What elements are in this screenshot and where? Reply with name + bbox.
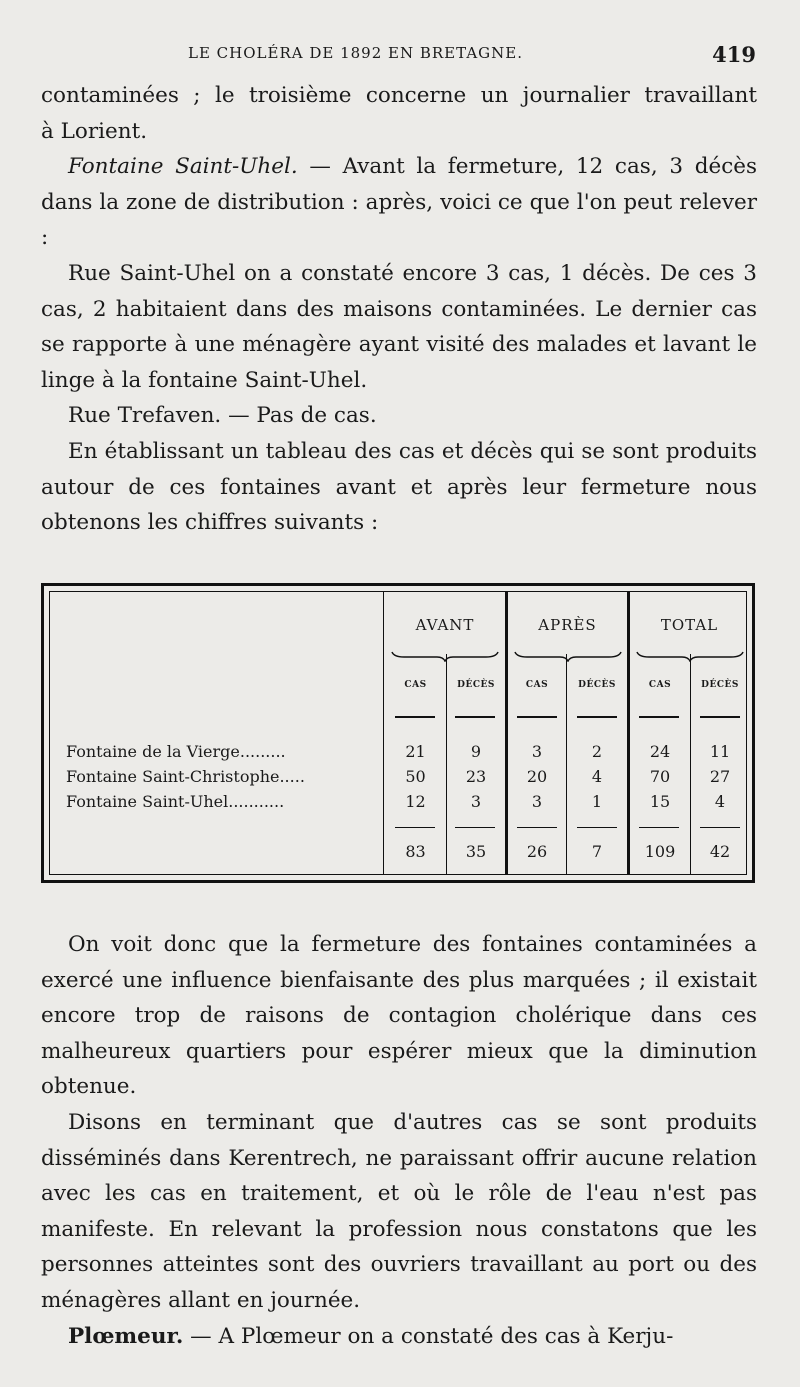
cell-vierge-total-cas: 24 bbox=[649, 742, 671, 761]
cell-christophe-avant-deces: 23 bbox=[465, 767, 487, 786]
rule-header-3 bbox=[517, 716, 557, 718]
divider-apres-total bbox=[627, 592, 630, 874]
paragraph-1-line-2: à Lorient. bbox=[41, 118, 148, 144]
cell-vierge-apres-cas: 3 bbox=[531, 742, 543, 761]
section-title-fontaine-saint-uhel: Fontaine Saint-Uhel. bbox=[68, 154, 298, 180]
group-title-apres: APRÈS bbox=[538, 616, 597, 634]
subhead-total-deces: DÉCÈS bbox=[701, 680, 739, 690]
paragraph-kerentrech: Disons en terminant que d'autres cas se sont produits disséminés dans Kerentrech, ne paraissant offrir aucune relation avec les cas en traitement, et où le rôle de l'eau n'est pas manifeste. En relevant la profession nous constatons que les personnes atteintes sont des ouvriers travaillant au port ou des ménagères allant en journée. bbox=[41, 1109, 757, 1313]
rule-total-2 bbox=[455, 827, 495, 828]
subhead-total-cas: CAS bbox=[648, 680, 672, 690]
cell-christophe-total-deces: 27 bbox=[709, 767, 731, 786]
subhead-apres-cas: CAS bbox=[525, 680, 549, 690]
cases-table-inner bbox=[49, 591, 747, 875]
cases-table bbox=[41, 583, 755, 883]
cell-uhel-apres-cas: 3 bbox=[531, 792, 543, 811]
paragraph-rue-saint-uhel: Rue Saint-Uhel on a constaté encore 3 cas, 1 décès. De ces 3 cas, 2 habitaient dans des maisons contaminées. Le dernier cas se rapporte à une ménagère ayant visité des malades et lavant le linge à la fontaine Saint-Uhel. bbox=[41, 260, 757, 393]
rule-header-4 bbox=[577, 716, 617, 718]
paragraph-rue-trefaven: Rue Trefaven. — Pas de cas. bbox=[68, 403, 377, 429]
row-label-vierge: Fontaine de la Vierge......... bbox=[66, 742, 286, 761]
cell-christophe-apres-cas: 20 bbox=[526, 767, 548, 786]
total-total-deces: 42 bbox=[709, 842, 731, 861]
paragraph-fontaine-saint-uhel bbox=[41, 149, 757, 256]
brace-total bbox=[635, 650, 745, 662]
cell-christophe-total-cas: 70 bbox=[649, 767, 671, 786]
rule-header-6 bbox=[700, 716, 740, 718]
divider-avant-apres bbox=[505, 592, 508, 874]
cell-uhel-apres-deces: 1 bbox=[591, 792, 603, 811]
cell-vierge-total-deces: 11 bbox=[709, 742, 731, 761]
paragraph-ploemeur bbox=[41, 1319, 757, 1355]
paragraph-2-text: — Avant la fermeture, 12 cas, 3 décès dans la zone de distribution : après, voici ce que l'on peut relever : bbox=[41, 154, 757, 251]
section-title-ploemeur: Plœmeur. bbox=[68, 1323, 184, 1349]
rule-total-1 bbox=[395, 827, 435, 828]
cell-christophe-apres-deces: 4 bbox=[591, 767, 603, 786]
rule-header-5 bbox=[639, 716, 679, 718]
row-label-saint-christophe: Fontaine Saint-Christophe..... bbox=[66, 767, 305, 786]
total-apres-cas: 26 bbox=[526, 842, 548, 861]
cell-vierge-avant-deces: 9 bbox=[470, 742, 482, 761]
total-avant-cas: 83 bbox=[405, 842, 426, 861]
total-total-cas: 109 bbox=[644, 842, 676, 861]
running-head bbox=[40, 42, 758, 72]
row-label-saint-uhel: Fontaine Saint-Uhel........... bbox=[66, 792, 285, 811]
total-apres-deces: 7 bbox=[591, 842, 603, 861]
group-title-total: TOTAL bbox=[660, 616, 719, 634]
cell-vierge-avant-cas: 21 bbox=[405, 742, 426, 761]
cell-vierge-apres-deces: 2 bbox=[591, 742, 603, 761]
group-title-avant: AVANT bbox=[415, 616, 475, 634]
rule-total-6 bbox=[700, 827, 740, 828]
paragraph-1-line-1: contaminées ; le troisième concerne un journalier travaillant bbox=[41, 83, 757, 108]
brace-avant bbox=[390, 650, 500, 662]
cell-uhel-avant-deces: 3 bbox=[470, 792, 482, 811]
text-after-table bbox=[41, 927, 757, 1354]
cell-uhel-total-cas: 15 bbox=[649, 792, 671, 811]
total-avant-deces: 35 bbox=[465, 842, 487, 861]
rule-total-3 bbox=[517, 827, 557, 828]
cell-uhel-total-deces: 4 bbox=[714, 792, 726, 811]
running-title: LE CHOLÉRA DE 1892 EN BRETAGNE. bbox=[188, 44, 523, 62]
subhead-avant-cas: CAS bbox=[404, 680, 427, 690]
cell-christophe-avant-cas: 50 bbox=[405, 767, 426, 786]
paragraph-ploemeur-text: — A Plœmeur on a constaté des cas à Kerju- bbox=[183, 1323, 674, 1349]
paragraph-tableau-intro: En établissant un tableau des cas et décès qui se sont produits autour de ces fontaines avant et après leur fermeture nous obtenons les chiffres suivants : bbox=[41, 438, 757, 536]
page-number: 419 bbox=[712, 42, 756, 67]
subhead-apres-deces: DÉCÈS bbox=[578, 680, 616, 690]
rule-header-1 bbox=[395, 716, 435, 718]
rule-total-5 bbox=[639, 827, 679, 828]
divider-label-col bbox=[383, 592, 384, 874]
subhead-avant-deces: DÉCÈS bbox=[457, 680, 495, 690]
cell-uhel-avant-cas: 12 bbox=[405, 792, 426, 811]
text-before-table bbox=[41, 78, 757, 541]
rule-header-2 bbox=[455, 716, 495, 718]
paragraph-conclusion: On voit donc que la fermeture des fontaines contaminées a exercé une influence bienfaisante des plus marquées ; il existait encore trop de raisons de contagion cholérique dans ces malheureux quartiers pour espérer mieux que la diminution obtenue. bbox=[41, 932, 757, 1100]
brace-apres bbox=[513, 650, 623, 662]
rule-total-4 bbox=[577, 827, 617, 828]
